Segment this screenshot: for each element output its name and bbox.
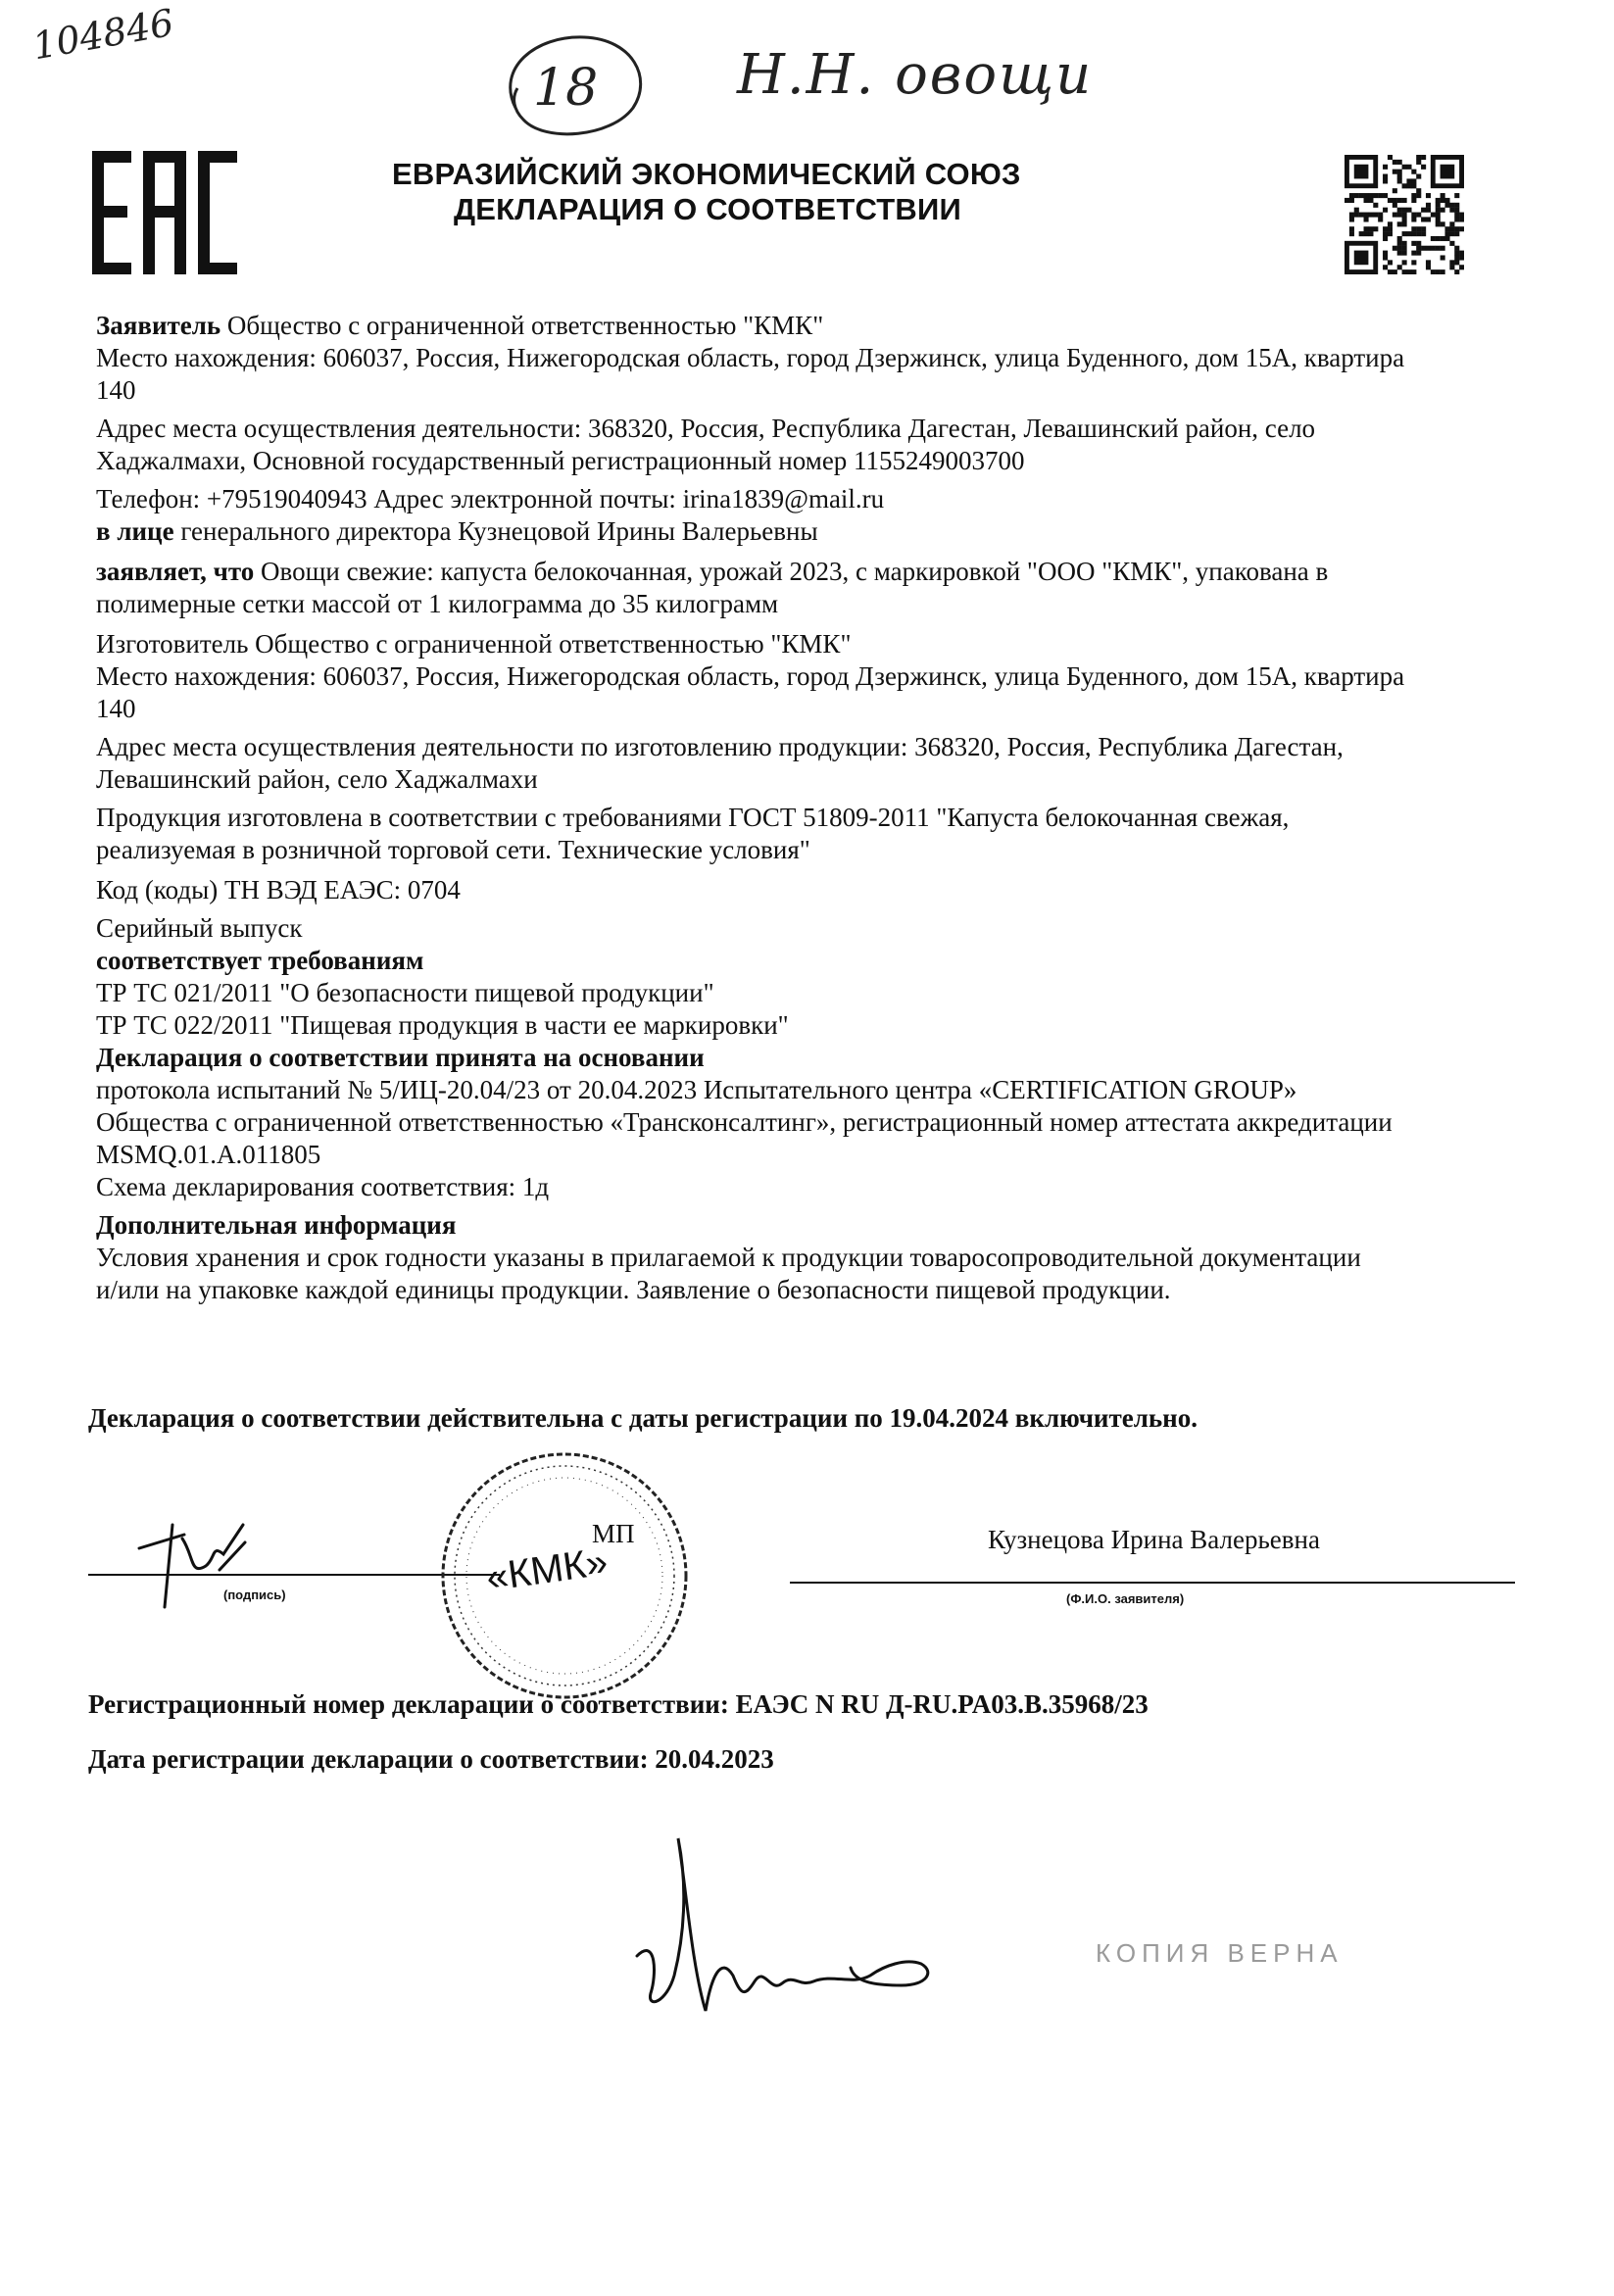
name-caption: (Ф.И.О. заявителя) [1066,1591,1185,1606]
copy-certified-stamp: КОПИЯ ВЕРНА [1096,1938,1344,1968]
manufacturer-production-1: Адрес места осуществления деятельности по изготовлению продукции: 368320, Россия, Республика Дагестан, [96,732,1344,761]
manufacturer-standard-2: реализуемая в розничной торговой сети. Технические условия" [96,835,810,864]
validity-statement: Декларация о соответствии действительна с даты регистрации по 19.04.2024 включительно. [88,1403,1198,1433]
header-union-title: ЕВРАЗИЙСКИЙ ЭКОНОМИЧЕСКИЙ СОЮЗ [392,157,1021,191]
applicant-location-1: Место нахождения: 606037, Россия, Нижегородская область, город Дзержинск, улица Буденного, дом 15А, квартира [96,343,1405,372]
rep-label: в лице [96,516,174,546]
requirements-heading: соответствует требованиям [96,946,424,975]
corner-number-note: 104846 [29,0,177,69]
basis-heading: Декларация о соответствии принята на основании [96,1043,705,1072]
signature-caption: (подпись) [223,1588,286,1602]
eac-logo [88,149,241,276]
manufacturer-location-2: 140 [96,694,136,723]
manufacturer-name: Изготовитель Общество с ограниченной ответственностью "КМК" [96,629,852,659]
certifying-signature-scribble [627,1829,941,2044]
basis-scheme: Схема декларирования соответствия: 1д [96,1172,550,1201]
serial-release: Серийный выпуск [96,913,303,943]
declaration-body [96,310,1595,1306]
applicant-location-2: 140 [96,375,136,405]
declares-line-2: полимерные сетки массой от 1 килограмма до 35 килограмм [96,589,779,618]
manufacturer-production-2: Левашинский район, село Хаджалмахи [96,764,538,794]
applicant-contacts: Телефон: +79519040943 Адрес электронной почты: irina1839@mail.ru [96,484,885,513]
basis-line-1: протокола испытаний № 5/ИЦ-20.04/23 от 20.04.2023 Испытательного центра «CERTIFICATION GROUP» [96,1075,1297,1104]
mp-label: МП [592,1519,635,1548]
declares-line-1 [96,556,1595,588]
declares-text: Овощи свежие: капуста белокочанная, урожай 2023, с маркировкой "ООО "КМК", упакована в [261,557,1329,586]
declares-label: заявляет, что [96,557,255,586]
applicant-full-name: Кузнецова Ирина Валерьевна [988,1525,1320,1554]
company-seal [437,1448,692,1703]
additional-line-1: Условия хранения и срок годности указаны в прилагаемой к продукции товаросопроводительной документации [96,1243,1361,1272]
stamp-text: «КМК» [483,1539,611,1600]
registration-number: Регистрационный номер декларации о соответствии: ЕАЭС N RU Д-RU.PA03.B.35968/23 [88,1689,1149,1719]
basis-line-3: MSMQ.01.A.011805 [96,1140,321,1169]
manufacturer-standard-1: Продукция изготовлена в соответствии с требованиями ГОСТ 51809-2011 "Капуста белокочанная свежая, [96,803,1290,832]
circled-number: 18 [533,59,599,118]
applicant-activity-1: Адрес места осуществления деятельности: 368320, Россия, Республика Дагестан, Левашинский район, село [96,414,1316,443]
rep-text: генерального директора Кузнецовой Ирины Валерьевны [180,516,818,546]
applicant-representative [96,515,1595,548]
basis-line-2: Общества с ограниченной ответственностью «Трансконсалтинг», регистрационный номер аттестата аккредитации [96,1107,1393,1137]
requirement-item-2: ТР ТС 022/2011 "Пищевая продукция в части ее маркировки" [96,1010,789,1040]
certifying-signature [627,1829,941,2044]
additional-heading: Дополнительная информация [96,1210,457,1240]
qr-code-icon [1345,155,1464,274]
applicant-name: Общество с ограниченной ответственностью "КМК" [226,311,824,340]
manufacturer-location-1: Место нахождения: 606037, Россия, Нижегородская область, город Дзержинск, улица Буденного, дом 15А, квартира [96,661,1405,691]
additional-line-2: и/или на упаковке каждой единицы продукции. Заявление о безопасности пищевой продукции. [96,1275,1171,1304]
name-line [790,1582,1515,1584]
applicant-line [96,310,1595,342]
circled-number-annotation [496,29,653,145]
applicant-signature [125,1497,263,1625]
handwritten-note: Н.Н. овощи [737,43,1094,107]
applicant-label: Заявитель [96,311,221,340]
applicant-activity-2: Хаджалмахи, Основной государственный регистрационный номер 1155249003700 [96,446,1025,475]
signature-scribble [125,1497,263,1625]
registration-date: Дата регистрации декларации о соответствии: 20.04.2023 [88,1744,774,1774]
header-declaration-title: ДЕКЛАРАЦИЯ О СООТВЕТСТВИИ [454,192,961,226]
eac-mark-icon [88,149,241,276]
requirement-item-1: ТР ТС 021/2011 "О безопасности пищевой продукции" [96,978,714,1007]
tnved-code: Код (коды) ТН ВЭД ЕАЭС: 0704 [96,875,461,904]
